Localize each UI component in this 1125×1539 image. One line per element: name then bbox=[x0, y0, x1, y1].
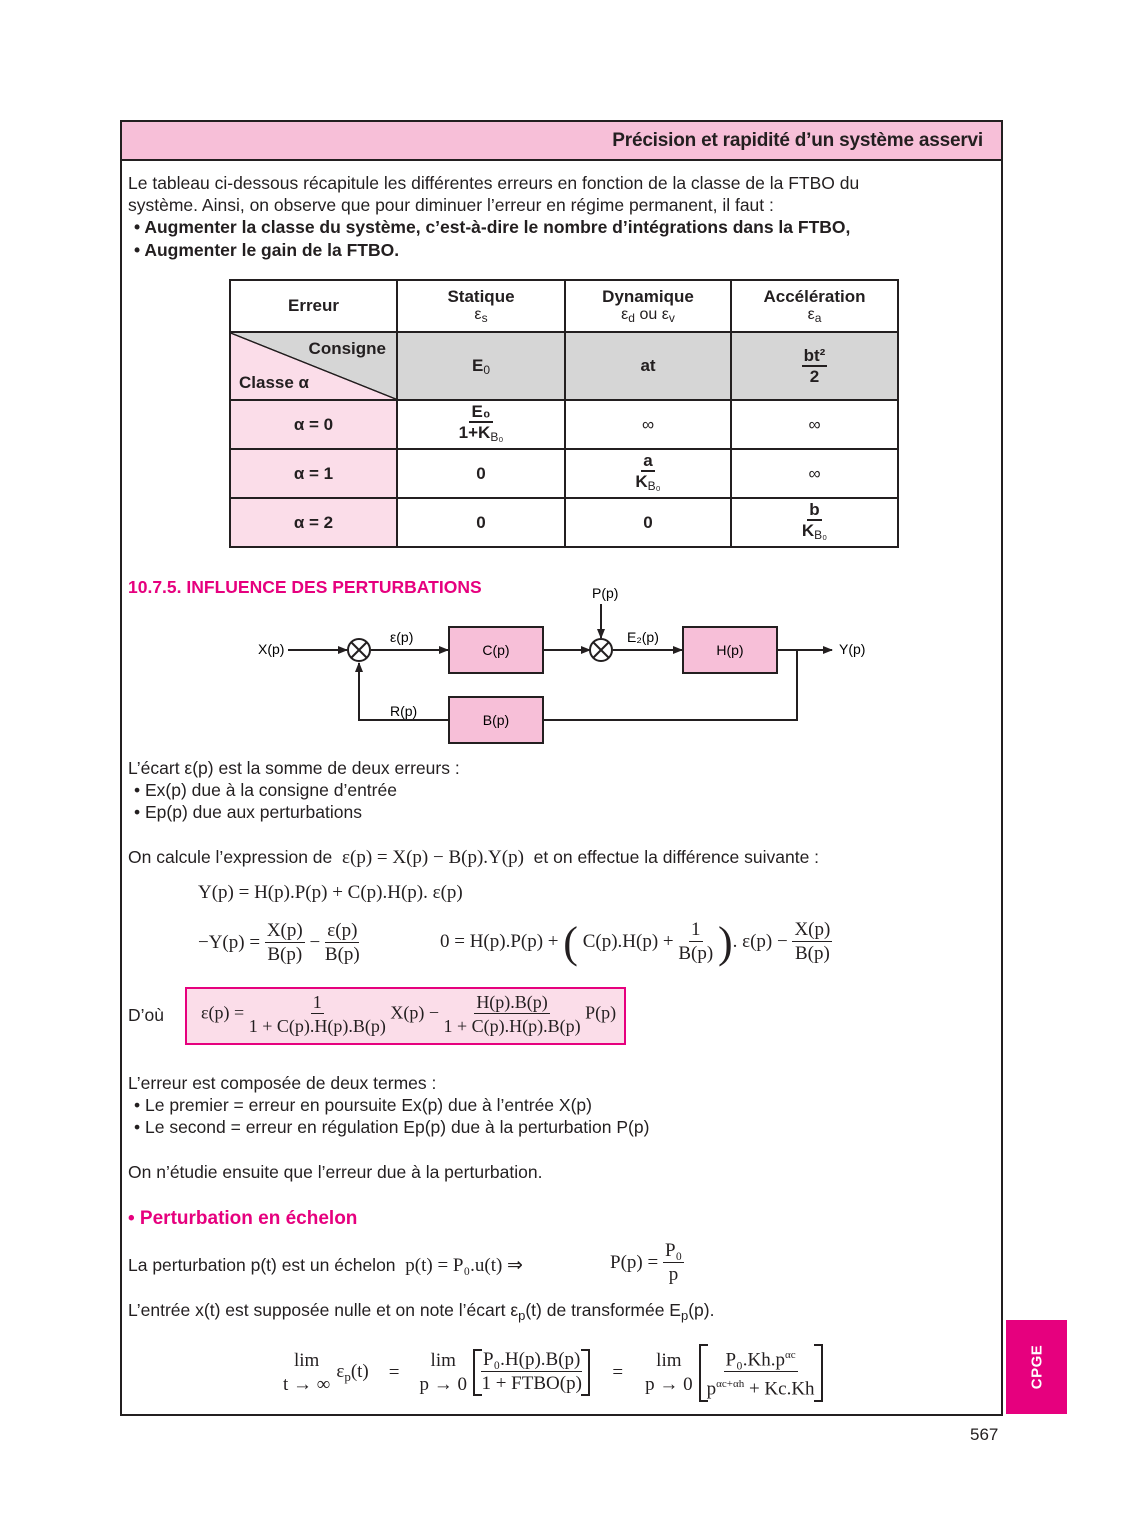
page-number: 567 bbox=[970, 1425, 999, 1444]
input-label: X(p) bbox=[258, 641, 285, 657]
cell-frac: $\frac{b}{K_{B_0}}$ bbox=[731, 498, 898, 547]
intro-line-1: Le tableau ci-dessous récapitule les différentes erreurs en fonction de la classe de la FTBO du bbox=[128, 173, 860, 193]
input-dynamique: at bbox=[565, 332, 731, 400]
ecart-bullet-2: • Ep(p) due aux perturbations bbox=[134, 802, 362, 822]
cell-infinity: ∞ bbox=[565, 400, 731, 449]
col-title: Statique bbox=[447, 286, 515, 306]
dou-label: D’où bbox=[128, 1005, 164, 1025]
summing-junction-1 bbox=[348, 639, 370, 661]
intro-bullet-1: • Augmenter la classe du système, c’est-à-dire le nombre d’intégrations dans la FTBO, bbox=[134, 217, 851, 237]
col-symbol: $\varepsilon_a$ bbox=[807, 305, 822, 325]
terms-intro: L’erreur est composée de deux termes : bbox=[128, 1073, 437, 1093]
disturbance-label: P(p) bbox=[592, 585, 619, 601]
feedback-label: R(p) bbox=[390, 703, 418, 719]
result-formula: ε(p) = $\frac{1}{1 + C(p).H(p).B(p)}$ X(p) − $\frac{H(p).B(p)}{1 + C(p).H(p).B(p)}$ P(p) bbox=[201, 992, 617, 1036]
summing-junction-2 bbox=[590, 639, 612, 661]
equation-neg-y: −Y(p) = $\frac{X(p)}{B(p)}$ − $\frac{\varepsilon(p)}{B(p)}$ bbox=[198, 920, 360, 965]
cell-frac: $\frac{a}{K_{B_0}}$ bbox=[565, 449, 731, 498]
equation-y: Y(p) = H(p).P(p) + C(p).H(p). ε(p) bbox=[198, 882, 463, 903]
block-plant-label: H(p) bbox=[716, 642, 744, 658]
block-diagram bbox=[0, 0, 1125, 760]
input-acceleration: $\frac{\text{bt²}}{2}$ bbox=[731, 332, 898, 400]
diag-consigne-label: Consigne bbox=[308, 339, 386, 358]
col-title: Accélération bbox=[763, 286, 866, 306]
bullet-text: Augmenter le gain de la FTBO. bbox=[144, 240, 400, 260]
cell-value: 0 bbox=[397, 449, 565, 498]
result-formula-box bbox=[185, 987, 626, 1045]
side-tab-cpge bbox=[1006, 1320, 1067, 1414]
col-symbol: $\varepsilon_d$ ou $\varepsilon_v$ bbox=[621, 305, 675, 325]
cell-value: 0 bbox=[397, 498, 565, 547]
equation-zero: 0 = H(p).P(p) + ( C(p).H(p) + $\frac{1}{B(p)}$ ). ε(p) − $\frac{X(p)}{B(p)}$ bbox=[440, 918, 831, 967]
table-corner-header: Erreur bbox=[230, 280, 397, 332]
terms-bullet-2: • Le second = erreur en régulation Ep(p) due à la perturbation P(p) bbox=[134, 1117, 650, 1137]
limit-equation: lim t → ∞ $\varepsilon_p(t)$ = lim p → 0 $\frac{\text{P₀.H(p).B(p)}}{\text{1 + FTBO(p)}}$ = lim p → 0 $\frac{P_0.Kh.p^{\alpha c}}{p^{\alpha c+\alpha h} + Kc.Kh}$ bbox=[283, 1344, 823, 1402]
block-sensor-label: B(p) bbox=[482, 712, 510, 728]
e2-label: E₂(p) bbox=[627, 629, 659, 645]
ecart-bullet-1: • Ex(p) due à la consigne d’entrée bbox=[134, 780, 397, 800]
input-note: L’entrée x(t) est supposée nulle et on note l’écart $\varepsilon_p(t)$ de transformée $E_p(p)$. bbox=[128, 1300, 715, 1323]
row-label: α = 1 bbox=[230, 449, 397, 498]
cell-frac: $\frac{\text{E₀}}{1+K_{B_0}}$ bbox=[397, 400, 565, 449]
cell-infinity: ∞ bbox=[731, 400, 898, 449]
input-statique: $E_0$ bbox=[397, 332, 565, 400]
step-laplace: P(p) = $\frac{\text{P₀}}{p}$ bbox=[610, 1240, 683, 1285]
subsection-title: • Perturbation en échelon bbox=[128, 1208, 358, 1229]
ecart-intro: L’écart ε(p) est la somme de deux erreurs : bbox=[128, 758, 460, 778]
terms-bullet-1: • Le premier = erreur en poursuite Ex(p) due à l’entrée X(p) bbox=[134, 1095, 592, 1115]
step-line: La perturbation p(t) est un échelon p(t) = P₀.u(t) ⇒ bbox=[128, 1255, 523, 1276]
study-note: On n’étudie ensuite que l’erreur due à la perturbation. bbox=[128, 1162, 543, 1182]
diag-classe-label: Classe α bbox=[239, 373, 309, 392]
calc-line: On calcule l’expression de ε(p) = X(p) − B(p).Y(p) et on effectue la différence suivante : bbox=[128, 847, 820, 868]
row-label: α = 2 bbox=[230, 498, 397, 547]
side-tab-label: CPGE bbox=[1028, 1344, 1045, 1390]
calc-expression: ε(p) = X(p) − B(p).Y(p) bbox=[342, 847, 524, 868]
chapter-title: Précision et rapidité d’un système asservi bbox=[612, 130, 983, 151]
bullet-text: Augmenter la classe du système, c’est-à-dire le nombre d’intégrations dans la FTBO, bbox=[144, 217, 851, 237]
intro-bullet-2: • Augmenter le gain de la FTBO. bbox=[134, 240, 400, 260]
intro-line-2: système. Ainsi, on observe que pour diminuer l’erreur en régime permanent, il faut : bbox=[128, 195, 774, 215]
block-controller-label: C(p) bbox=[482, 642, 510, 658]
error-label: ε(p) bbox=[390, 629, 414, 645]
col-symbol: $\varepsilon_s$ bbox=[474, 305, 488, 325]
cell-infinity: ∞ bbox=[731, 449, 898, 498]
section-title: 10.7.5. INFLUENCE DES PERTURBATIONS bbox=[128, 577, 482, 597]
row-label: α = 0 bbox=[230, 400, 397, 449]
col-title: Dynamique bbox=[602, 286, 694, 306]
output-label: Y(p) bbox=[839, 641, 866, 657]
cell-value: 0 bbox=[565, 498, 731, 547]
